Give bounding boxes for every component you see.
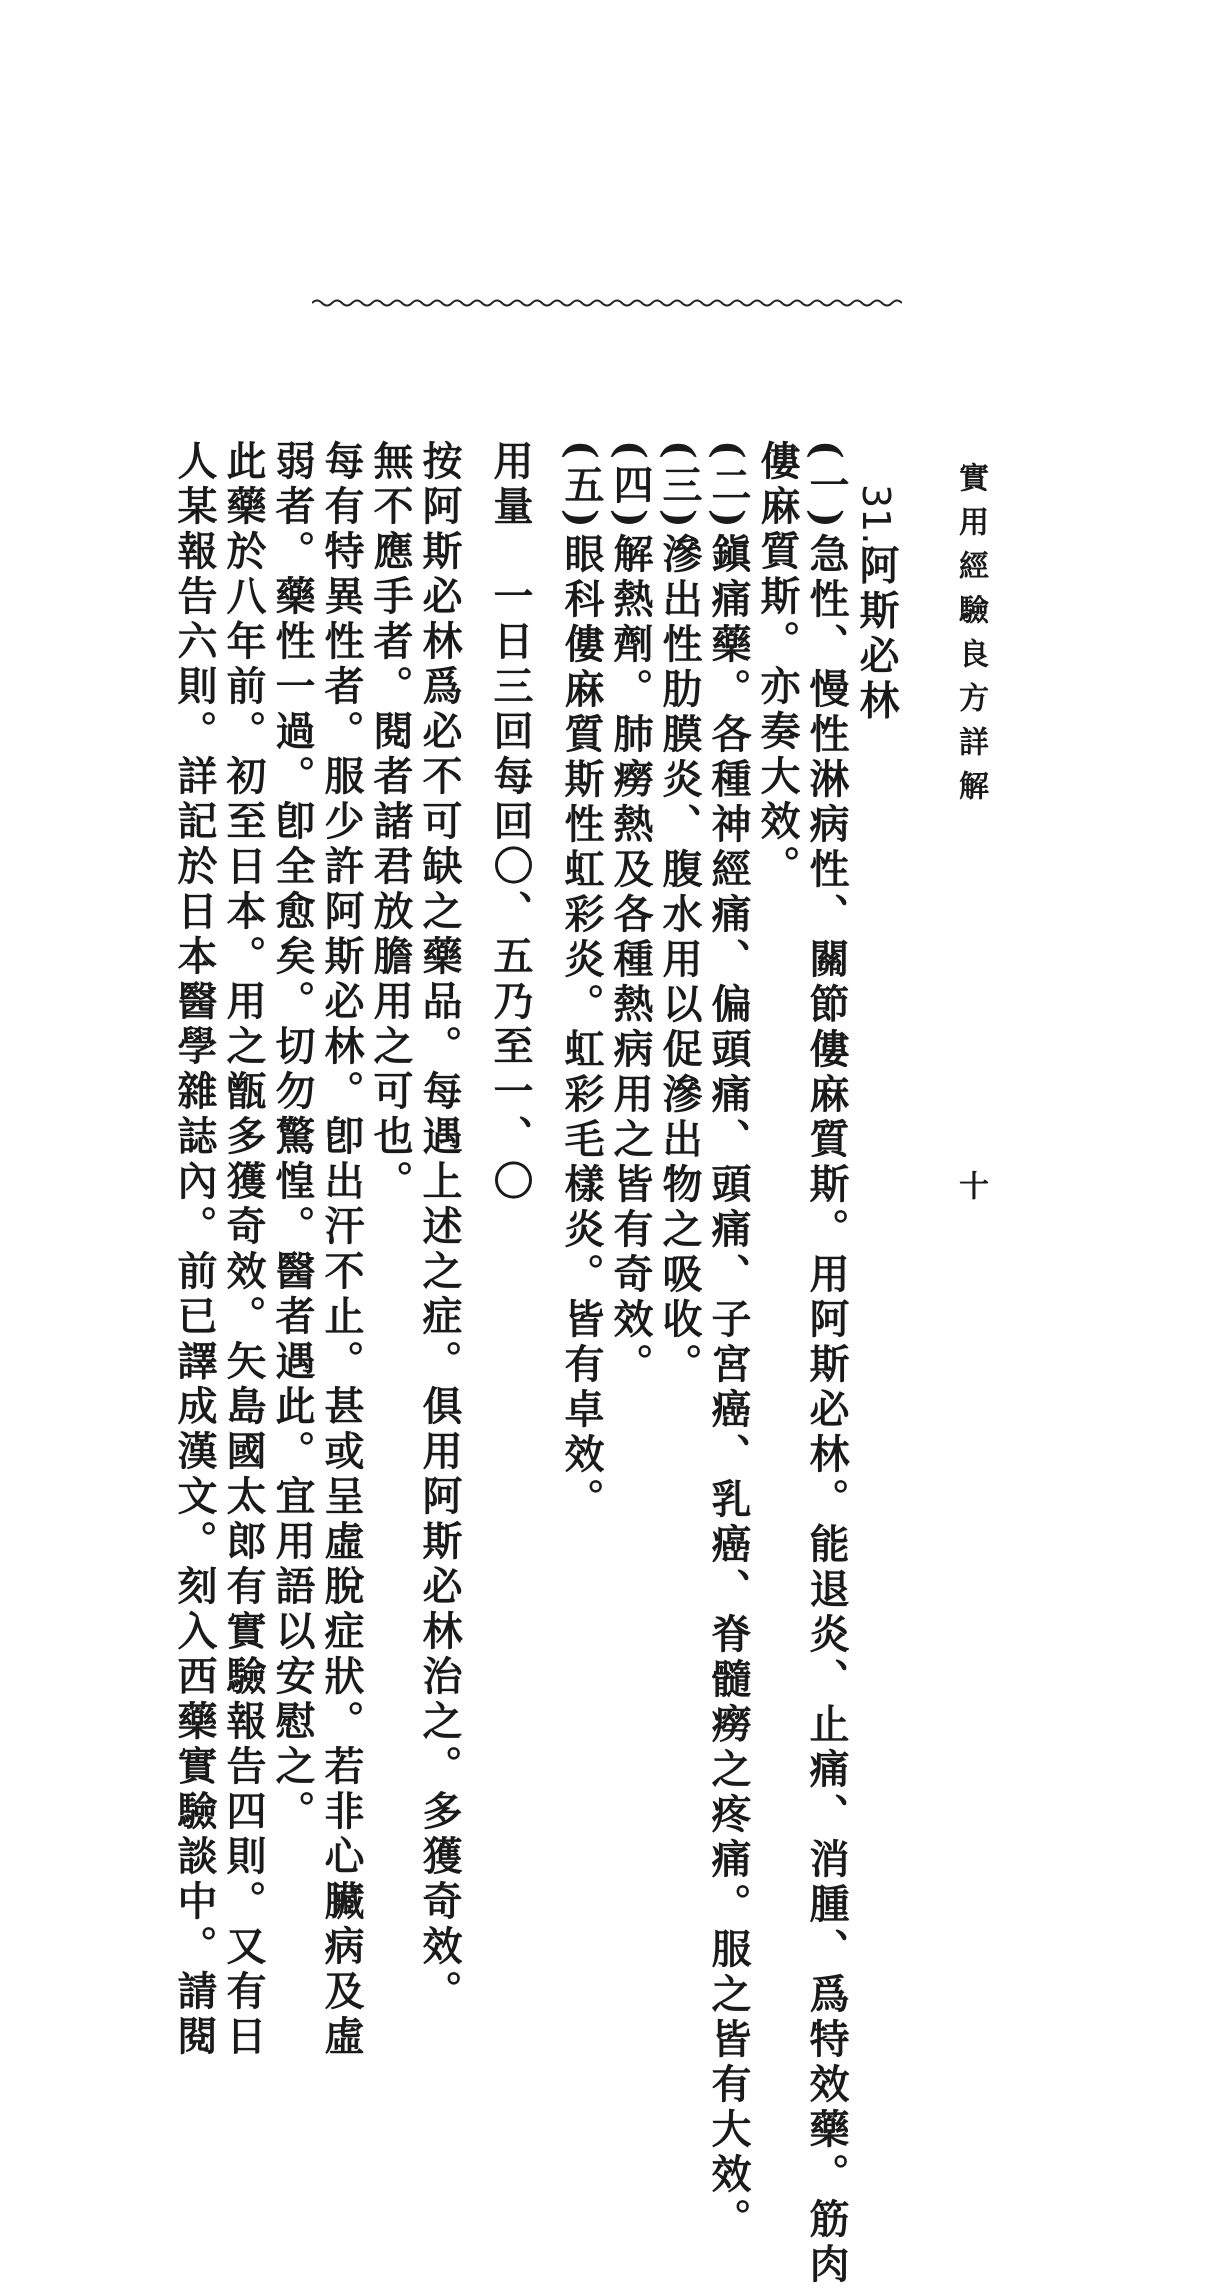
entry-title: 阿斯必林: [853, 544, 900, 725]
text-column: (二)鎭痛藥。各種神經痛、偏頭痛、頭痛、子宮癌、乳癌、脊髓癆之疼痛。服之皆有大效。: [705, 440, 752, 2243]
text-column: (四)解熱劑。肺癆熱及各種熱病用之皆有奇效。: [607, 440, 654, 1388]
text-column: 弱者。藥性一過。卽全愈矣。切勿驚惶。醫者遇此。宜用語以安慰之。: [269, 440, 316, 1835]
page-number: 十: [953, 1170, 988, 1200]
body-text: [170, 440, 901, 2288]
entry-heading: [851, 440, 901, 1485]
text-column: 按阿斯必林爲必不可缺之藥品。每遇上述之症。俱用阿斯必林治之。多獲奇效。: [416, 440, 463, 2015]
text-column: (五)眼科僂麻質斯性虹彩炎。虹彩毛樣炎。皆有卓效。: [558, 440, 605, 1523]
text-column: 無不應手者。閱者諸君放膽用之可也。: [367, 440, 414, 1205]
text-column: 人某報告六則。詳記於日本醫學雜誌內。前已譯成漢文。刻入西藥實驗談中。請閱: [171, 440, 218, 2060]
wavy-rule-line: [312, 296, 902, 310]
paragraph-gap: [535, 440, 557, 1485]
text-column: 僂麻質斯。亦奏大效。: [754, 440, 801, 890]
header-rule: [312, 296, 902, 310]
text-column: (一)急性、慢性淋病性、關節僂麻質斯。用阿斯必林。能退炎、止痛、消腫、爲特效藥。筋肉: [803, 440, 850, 2288]
text-column: 每有特異性者。服少許阿斯必林。卽出汗不止。甚或呈虛脫症狀。若非心臟病及虛: [318, 440, 365, 2060]
paragraph-gap: [464, 440, 486, 1485]
book-title: 實用經驗良方詳解: [953, 462, 988, 814]
dosage-column: 用量 一日三回每回〇、五乃至一、〇: [487, 440, 534, 1205]
entry-number: 31.: [854, 484, 898, 545]
text-column: 此藥於八年前。初至日本。用之甑多獲奇效。矢島國太郎有實驗報告四則。又有日: [220, 440, 267, 2060]
text-column: (三)滲出性肋膜炎、腹水用以促滲出物之吸收。: [656, 440, 703, 1388]
